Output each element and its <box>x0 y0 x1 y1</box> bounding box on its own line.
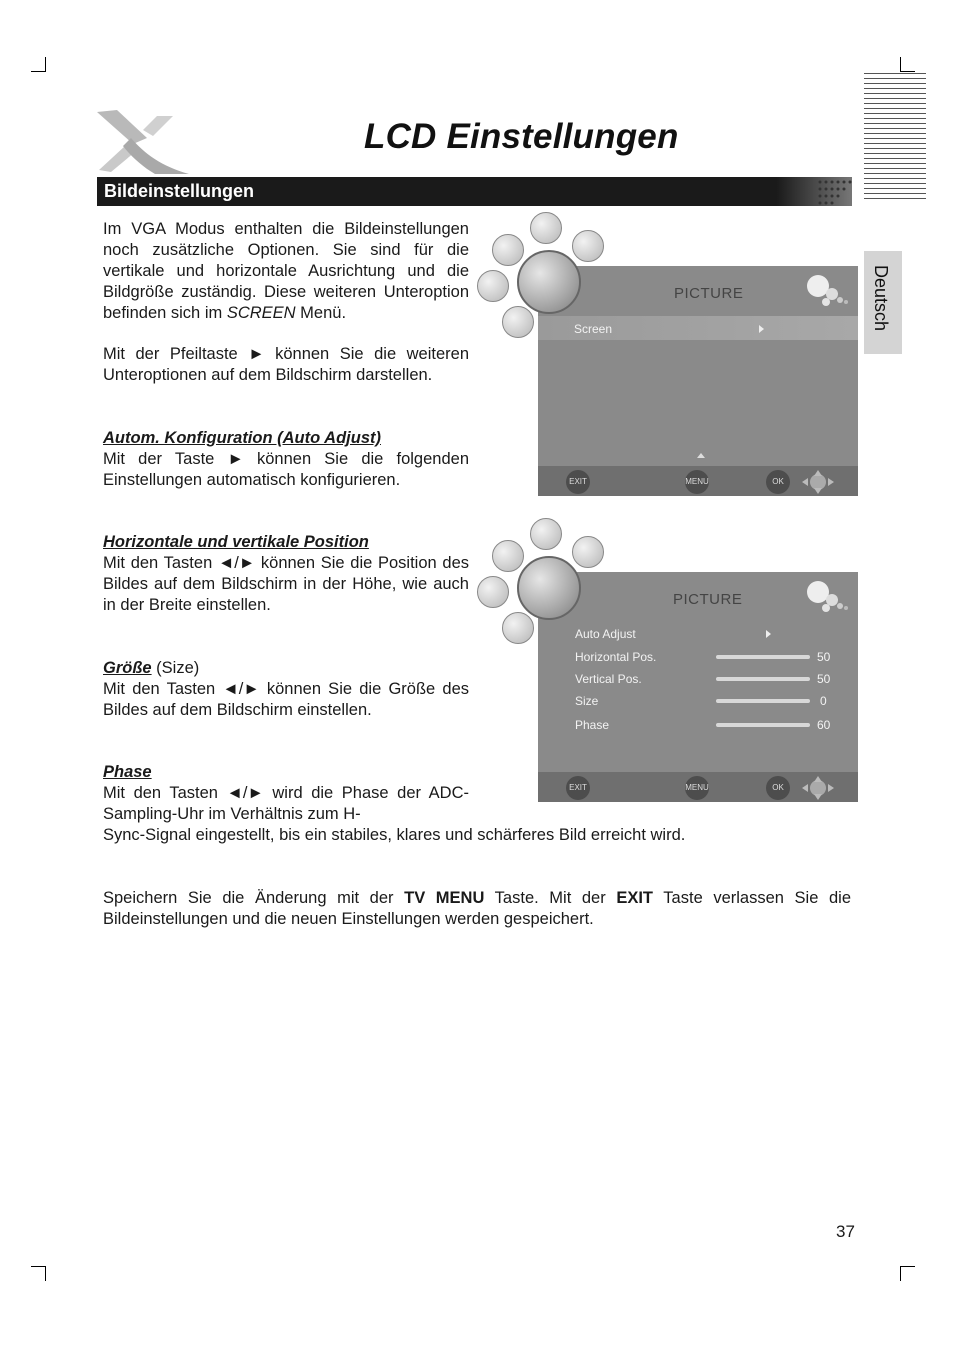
auto-adjust-heading: Autom. Konfiguration (Auto Adjust) <box>103 429 381 447</box>
intro-paragraph-2: Mit der Pfeiltaste ► können Sie die weiteren Unteroptionen auf dem Bildschirm darstellen. <box>103 345 469 384</box>
menu-button[interactable]: MENU <box>685 776 709 800</box>
intro-text: Im VGA Modus enthalten die Bildeinstellungen noch zusätzliche Optionen. Sie sind für die vertikale und horizontale Ausrichtung und die Bildgröße zuständig. Diese weiteren Unteroption befinden sich im <box>103 220 469 322</box>
row-size-label[interactable]: Size <box>575 694 599 708</box>
tv-menu-key: TV MENU <box>404 889 485 907</box>
menu-button[interactable]: MENU <box>685 470 709 494</box>
crop-mark-bottom-right <box>900 1266 915 1281</box>
bar-dot-pattern <box>816 177 854 206</box>
decorative-stripes <box>864 73 926 200</box>
lock-icon[interactable] <box>530 212 562 244</box>
ok-button[interactable]: OK <box>766 776 790 800</box>
page-title: LCD Einstellungen <box>364 117 679 156</box>
submenu-title: PICTURE <box>673 591 743 608</box>
photo-icon[interactable] <box>572 536 604 568</box>
row-phase-label[interactable]: Phase <box>575 718 610 732</box>
phase-section <box>103 762 469 825</box>
screenshot-picture-menu <box>474 208 858 498</box>
size-heading: Größe <box>103 659 152 677</box>
language-tab <box>864 251 902 354</box>
bubbles-icon <box>804 578 854 614</box>
intro-paragraph <box>103 219 469 324</box>
phase-value: 60 <box>817 718 831 732</box>
lock-icon[interactable] <box>530 518 562 550</box>
arrow-right-icon <box>759 325 764 333</box>
size-value: 0 <box>820 694 827 708</box>
position-heading: Horizontale und vertikale Position <box>103 533 369 551</box>
screenshot-screen-submenu <box>474 514 858 804</box>
size-section <box>103 658 469 721</box>
arrow-up-icon <box>697 453 705 458</box>
vertical-pos-value: 50 <box>817 672 831 686</box>
save-text-a: Speichern Sie die Änderung mit der <box>103 889 405 907</box>
tools-icon[interactable] <box>477 576 509 608</box>
size-slider[interactable] <box>716 699 810 703</box>
crop-mark-bottom-left <box>31 1266 46 1281</box>
exit-button[interactable]: EXIT <box>566 776 590 800</box>
row-horizontal-pos-label[interactable]: Horizontal Pos. <box>575 650 657 664</box>
dpad-icon[interactable] <box>798 470 838 494</box>
crop-mark-top-right <box>900 57 915 72</box>
auto-adjust-text: Mit der Taste ► können Sie die folgenden Einstellungen automatisch konfigurieren. <box>103 450 469 489</box>
size-text: Mit den Tasten ◄/► können Sie die Größe des Bildes auf dem Bildschirm einstellen. <box>103 680 469 719</box>
clock-icon[interactable] <box>492 234 524 266</box>
save-text-c: Taste. Mit der <box>484 889 617 907</box>
menu-title: PICTURE <box>674 285 744 302</box>
save-text-d: Taste verlassen Sie die Bildeinstellungen und die neuen Einstellungen werden gespeichert. <box>103 889 852 928</box>
ok-button[interactable]: OK <box>766 470 790 494</box>
exit-key: EXIT <box>616 889 654 907</box>
photo-icon[interactable] <box>572 230 604 262</box>
audio-icon[interactable] <box>502 306 534 338</box>
phase-text-continued: Sync-Signal eingestellt, bis ein stabiles, klares und schärferes Bild erreicht wird. <box>103 826 686 844</box>
page-number: 37 <box>836 1222 855 1241</box>
picture-camera-icon[interactable] <box>517 556 581 620</box>
auto-adjust-section <box>103 428 469 491</box>
section-title: Bildeinstellungen <box>104 181 255 201</box>
vertical-pos-slider[interactable] <box>716 677 810 681</box>
phase-text: Mit den Tasten ◄/► wird die Phase der ADC-Sampling-Uhr im Verhältnis zum H- <box>103 784 469 823</box>
phase-heading: Phase <box>103 763 152 781</box>
position-text: Mit den Tasten ◄/► können Sie die Position des Bildes auf dem Bildschirm in der Höhe, wie auch in der Breite einstellen. <box>103 554 469 614</box>
phase-slider[interactable] <box>716 723 810 727</box>
row-vertical-pos-label[interactable]: Vertical Pos. <box>575 672 642 686</box>
clock-icon[interactable] <box>492 540 524 572</box>
arrow-right-icon <box>766 630 771 638</box>
bubbles-icon <box>804 272 854 308</box>
crop-mark-top-left <box>31 57 46 72</box>
dpad-icon[interactable] <box>798 776 838 800</box>
menu-item-screen-label: Screen <box>574 322 613 336</box>
size-suffix: (Size) <box>151 659 200 677</box>
position-section <box>103 532 469 616</box>
horizontal-pos-slider[interactable] <box>716 655 810 659</box>
intro-text-end: Menü. <box>295 304 347 322</box>
brand-logo <box>95 108 191 176</box>
intro-emphasis: SCREEN <box>226 304 296 322</box>
row-auto-adjust-label[interactable]: Auto Adjust <box>575 627 636 641</box>
tools-icon[interactable] <box>477 270 509 302</box>
horizontal-pos-value: 50 <box>817 650 831 664</box>
save-paragraph <box>103 888 851 930</box>
language-tab-label: Deutsch <box>871 265 891 332</box>
picture-camera-icon[interactable] <box>517 250 581 314</box>
exit-button[interactable]: EXIT <box>566 470 590 494</box>
audio-icon[interactable] <box>502 612 534 644</box>
